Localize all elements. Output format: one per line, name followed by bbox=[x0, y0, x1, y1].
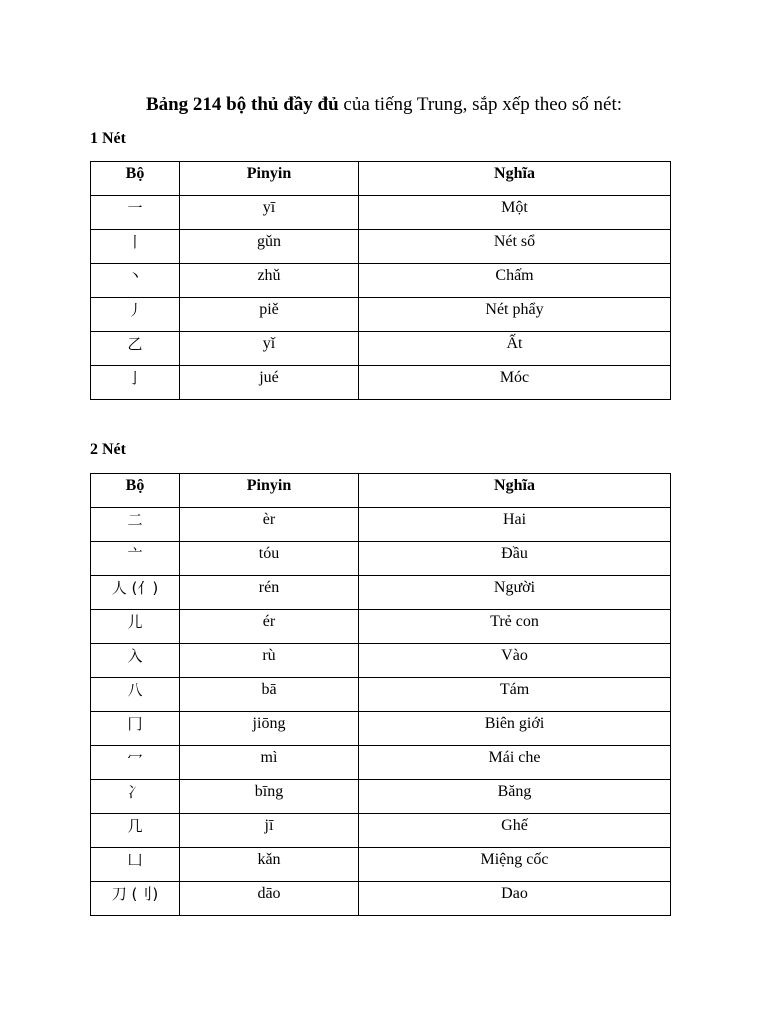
meaning-cell: Nét sổ bbox=[359, 230, 671, 264]
meaning-cell: Băng bbox=[359, 780, 671, 814]
table-row bbox=[91, 610, 671, 644]
meaning-cell: Đầu bbox=[359, 542, 671, 576]
meaning-cell: Biên giới bbox=[359, 712, 671, 746]
radical-cell: 人 (亻) bbox=[91, 576, 180, 610]
meaning-cell: Một bbox=[359, 196, 671, 230]
meaning-cell: Mái che bbox=[359, 746, 671, 780]
table-row bbox=[91, 332, 671, 366]
column-header-pinyin: Pinyin bbox=[180, 474, 359, 508]
pinyin-cell: jiōng bbox=[180, 712, 359, 746]
radical-cell: 一 bbox=[91, 196, 180, 230]
section-heading-2: 2 Nét bbox=[90, 441, 126, 458]
meaning-cell: Nét phẩy bbox=[359, 298, 671, 332]
meaning-cell: Dao bbox=[359, 882, 671, 916]
radical-cell: 冖 bbox=[91, 746, 180, 780]
column-header-radical: Bộ bbox=[91, 162, 180, 196]
table-row bbox=[91, 264, 671, 298]
table-row bbox=[91, 366, 671, 400]
table-row bbox=[91, 848, 671, 882]
meaning-cell: Tám bbox=[359, 678, 671, 712]
radical-cell: 几 bbox=[91, 814, 180, 848]
radical-cell: 乙 bbox=[91, 332, 180, 366]
pinyin-cell: rén bbox=[180, 576, 359, 610]
radical-cell: 丶 bbox=[91, 264, 180, 298]
table-row bbox=[91, 678, 671, 712]
table-row bbox=[91, 712, 671, 746]
column-header-pinyin: Pinyin bbox=[180, 162, 359, 196]
table-row bbox=[91, 814, 671, 848]
meaning-cell: Vào bbox=[359, 644, 671, 678]
column-header-radical: Bộ bbox=[91, 474, 180, 508]
pinyin-cell: jué bbox=[180, 366, 359, 400]
pinyin-cell: yī bbox=[180, 196, 359, 230]
radical-cell: 凵 bbox=[91, 848, 180, 882]
meaning-cell: Người bbox=[359, 576, 671, 610]
pinyin-cell: piě bbox=[180, 298, 359, 332]
pinyin-cell: yǐ bbox=[180, 332, 359, 366]
table-row bbox=[91, 542, 671, 576]
pinyin-cell: zhǔ bbox=[180, 264, 359, 298]
radical-cell: 入 bbox=[91, 644, 180, 678]
table-row bbox=[91, 230, 671, 264]
pinyin-cell: tóu bbox=[180, 542, 359, 576]
radical-cell: 儿 bbox=[91, 610, 180, 644]
table-row bbox=[91, 196, 671, 230]
radical-cell: 亅 bbox=[91, 366, 180, 400]
column-header-meaning: Nghĩa bbox=[359, 474, 671, 508]
pinyin-cell: kǎn bbox=[180, 848, 359, 882]
pinyin-cell: èr bbox=[180, 508, 359, 542]
meaning-cell: Ất bbox=[359, 332, 671, 366]
pinyin-cell: bā bbox=[180, 678, 359, 712]
pinyin-cell: dāo bbox=[180, 882, 359, 916]
radical-cell: 八 bbox=[91, 678, 180, 712]
radical-cell: 丿 bbox=[91, 298, 180, 332]
table-row bbox=[91, 576, 671, 610]
radical-cell: 二 bbox=[91, 508, 180, 542]
meaning-cell: Hai bbox=[359, 508, 671, 542]
table-row bbox=[91, 746, 671, 780]
radicals-table-2-strokes bbox=[90, 473, 671, 916]
table-row bbox=[91, 508, 671, 542]
table-row bbox=[91, 298, 671, 332]
page-title-bold: Bảng 214 bộ thủ đầy đủ bbox=[145, 94, 339, 115]
meaning-cell: Ghế bbox=[359, 814, 671, 848]
pinyin-cell: mì bbox=[180, 746, 359, 780]
radical-cell: 刀 (刂) bbox=[91, 882, 180, 916]
meaning-cell: Trẻ con bbox=[359, 610, 671, 644]
radical-cell: 冫 bbox=[91, 780, 180, 814]
pinyin-cell: gǔn bbox=[180, 230, 359, 264]
meaning-cell: Chấm bbox=[359, 264, 671, 298]
table-header-row bbox=[91, 474, 671, 508]
pinyin-cell: jī bbox=[180, 814, 359, 848]
table-row bbox=[91, 780, 671, 814]
radical-cell: 丨 bbox=[91, 230, 180, 264]
pinyin-cell: rù bbox=[180, 644, 359, 678]
pinyin-cell: ér bbox=[180, 610, 359, 644]
table-row bbox=[91, 644, 671, 678]
meaning-cell: Miệng cốc bbox=[359, 848, 671, 882]
radical-cell: 冂 bbox=[91, 712, 180, 746]
page-title bbox=[0, 93, 768, 117]
table-row bbox=[91, 882, 671, 916]
column-header-meaning: Nghĩa bbox=[359, 162, 671, 196]
section-heading-1: 1 Nét bbox=[90, 130, 126, 147]
table-header-row bbox=[91, 162, 671, 196]
pinyin-cell: bīng bbox=[180, 780, 359, 814]
radicals-table-1-stroke bbox=[90, 161, 671, 400]
page-title-rest: của tiếng Trung, sắp xếp theo số nét: bbox=[338, 94, 623, 115]
meaning-cell: Móc bbox=[359, 366, 671, 400]
radical-cell: 亠 bbox=[91, 542, 180, 576]
